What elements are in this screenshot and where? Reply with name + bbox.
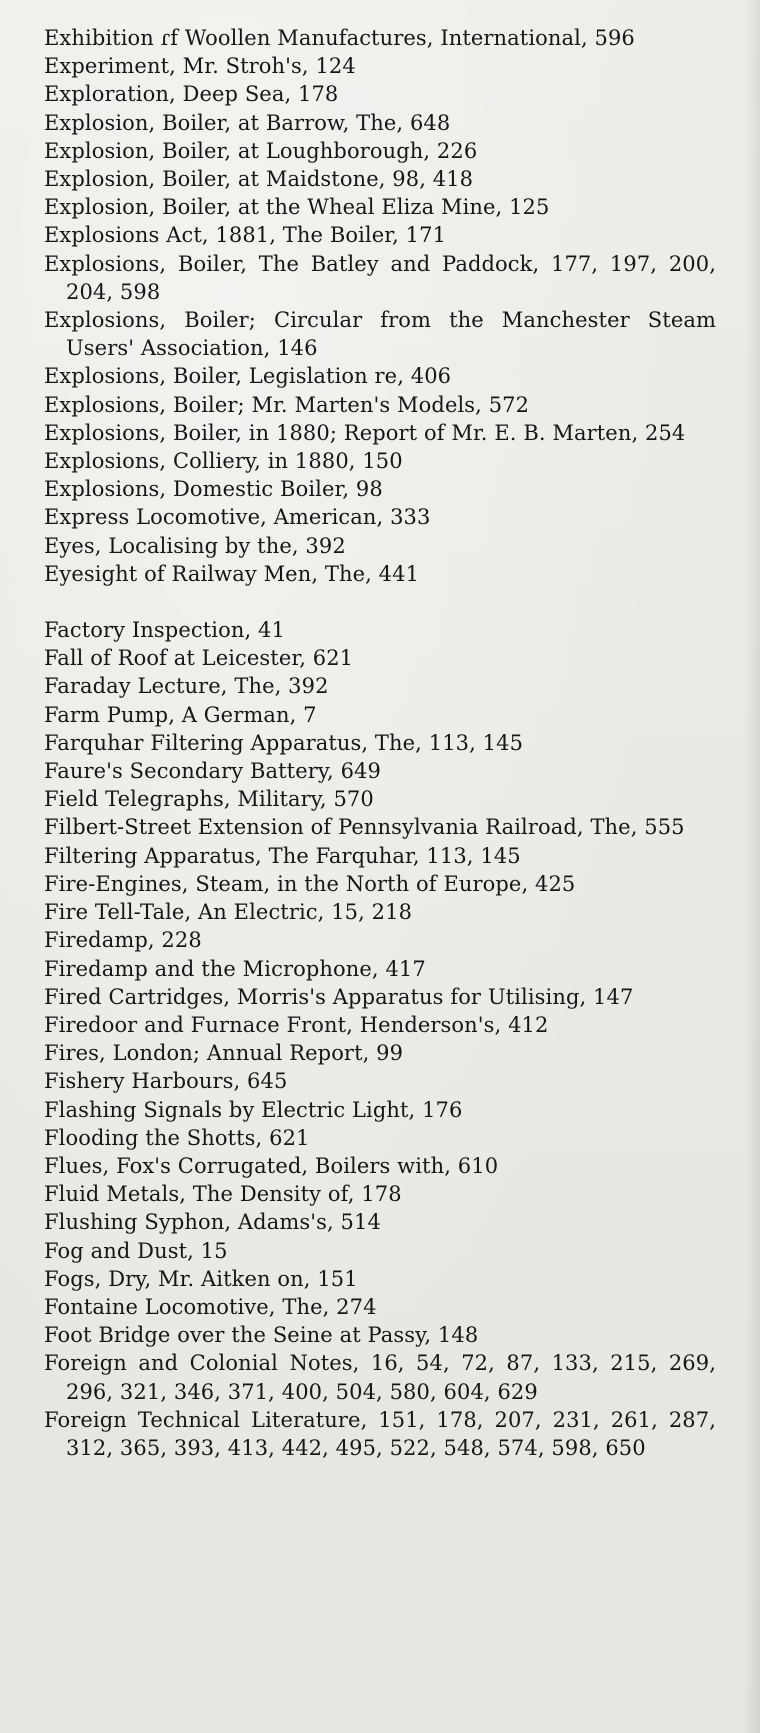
index-entry: Foot Bridge over the Seine at Passy, 148 xyxy=(44,1323,479,1348)
index-entry: Flushing Syphon, Adams's, 514 xyxy=(44,1210,381,1235)
index-entry: Fontaine Locomotive, The, 274 xyxy=(44,1294,377,1319)
index-entry: Explosion, Boiler, at Loughborough, 226 xyxy=(44,138,478,163)
index-entry: Experiment, Mr. Stroh's, 124 xyxy=(44,54,356,79)
index-entry: Express Locomotive, American, 333 xyxy=(44,505,431,530)
index-entry: Flashing Signals by Electric Light, 176 xyxy=(44,1097,463,1122)
index-entry: Farm Pump, A German, 7 xyxy=(44,702,317,727)
index-entry: Flooding the Shotts, 621 xyxy=(44,1125,310,1150)
index-entry: Fire-Engines, Steam, in the North of Europe, 425 xyxy=(44,871,576,896)
index-entry: Exploration, Deep Sea, 178 xyxy=(44,82,339,107)
index-entry: Firedamp, 228 xyxy=(44,928,202,953)
index-entry: Fire Tell-Tale, An Electric, 15, 218 xyxy=(44,900,413,925)
index-entry: Firedoor and Furnace Front, Henderson's, 412 xyxy=(44,1012,549,1037)
index-entry: Fishery Harbours, 645 xyxy=(44,1069,288,1094)
index-entry: Fall of Roof at Leicester, 621 xyxy=(44,646,354,671)
index-entry: Explosions Act, 1881, The Boiler, 171 xyxy=(44,223,447,248)
index-entry: Explosions, Boiler; Mr. Marten's Models, 572 xyxy=(44,392,530,417)
section-f-entries xyxy=(44,616,716,1462)
index-entry: Faure's Secondary Battery, 649 xyxy=(44,759,381,784)
index-entry: Foreign and Colonial Notes, 16, 54, 72, 87, 133, 215, 269, 296, 321, 346, 371, 400, 504, 580, 604, 629 xyxy=(44,1351,716,1404)
index-entry: Faraday Lecture, The, 392 xyxy=(44,674,329,699)
index-entry: Explosions, Colliery, in 1880, 150 xyxy=(44,449,403,474)
index-entry: Eyes, Localising by the, 392 xyxy=(44,533,346,558)
index-entry: Flues, Fox's Corrugated, Boilers with, 610 xyxy=(44,1153,499,1178)
page-edge-shadow xyxy=(744,0,760,1733)
section-e-entries xyxy=(44,24,716,588)
index-entry: Explosions, Domestic Boiler, 98 xyxy=(44,477,383,502)
index-entry: Explosion, Boiler, at Barrow, The, 648 xyxy=(44,110,451,135)
index-entry: Farquhar Filtering Apparatus, The, 113, 145 xyxy=(44,730,524,755)
index-entry: Explosions, Boiler, The Batley and Paddock, 177, 197, 200, 204, 598 xyxy=(44,251,716,304)
index-entry: Field Telegraphs, Military, 570 xyxy=(44,787,374,812)
index-entry: Exhibition ɾf Woollen Manufactures, International, 596 xyxy=(44,26,635,50)
index-entry: Explosions, Boiler, in 1880; Report of Mr. E. B. Marten, 254 xyxy=(44,420,686,445)
index-entry: Foreign Technical Literature, 151, 178, 207, 231, 261, 287, 312, 365, 393, 413, 442, 495, 522, 548, 574, 598, 650 xyxy=(44,1407,716,1460)
index-entry: Explosion, Boiler, at the Wheal Eliza Mine, 125 xyxy=(44,195,550,220)
index-entry: Fog and Dust, 15 xyxy=(44,1238,228,1263)
index-entry: Fluid Metals, The Density of, 178 xyxy=(44,1182,402,1207)
index-entry: Explosions, Boiler; Circular from the Manchester Steam Users' Association, 146 xyxy=(44,308,716,361)
index-entry: Fogs, Dry, Mr. Aitken on, 151 xyxy=(44,1266,358,1291)
index-entry: Fired Cartridges, Morris's Apparatus for Utilising, 147 xyxy=(44,984,634,1009)
index-entry: Filtering Apparatus, The Farquhar, 113, 145 xyxy=(44,843,521,868)
index-entry: Filbert-Street Extension of Pennsylvania Railroad, The, 555 xyxy=(44,815,685,840)
section-divider-space xyxy=(44,588,716,616)
index-entry: Factory Inspection, 41 xyxy=(44,618,285,643)
index-column xyxy=(44,24,716,1462)
index-entry: Firedamp and the Microphone, 417 xyxy=(44,956,426,981)
index-entry: Fires, London; Annual Report, 99 xyxy=(44,1041,404,1066)
index-entry: Eyesight of Railway Men, The, 441 xyxy=(44,561,420,586)
index-entry: Explosion, Boiler, at Maidstone, 98, 418 xyxy=(44,167,474,192)
index-entry: Explosions, Boiler, Legislation re, 406 xyxy=(44,364,452,389)
